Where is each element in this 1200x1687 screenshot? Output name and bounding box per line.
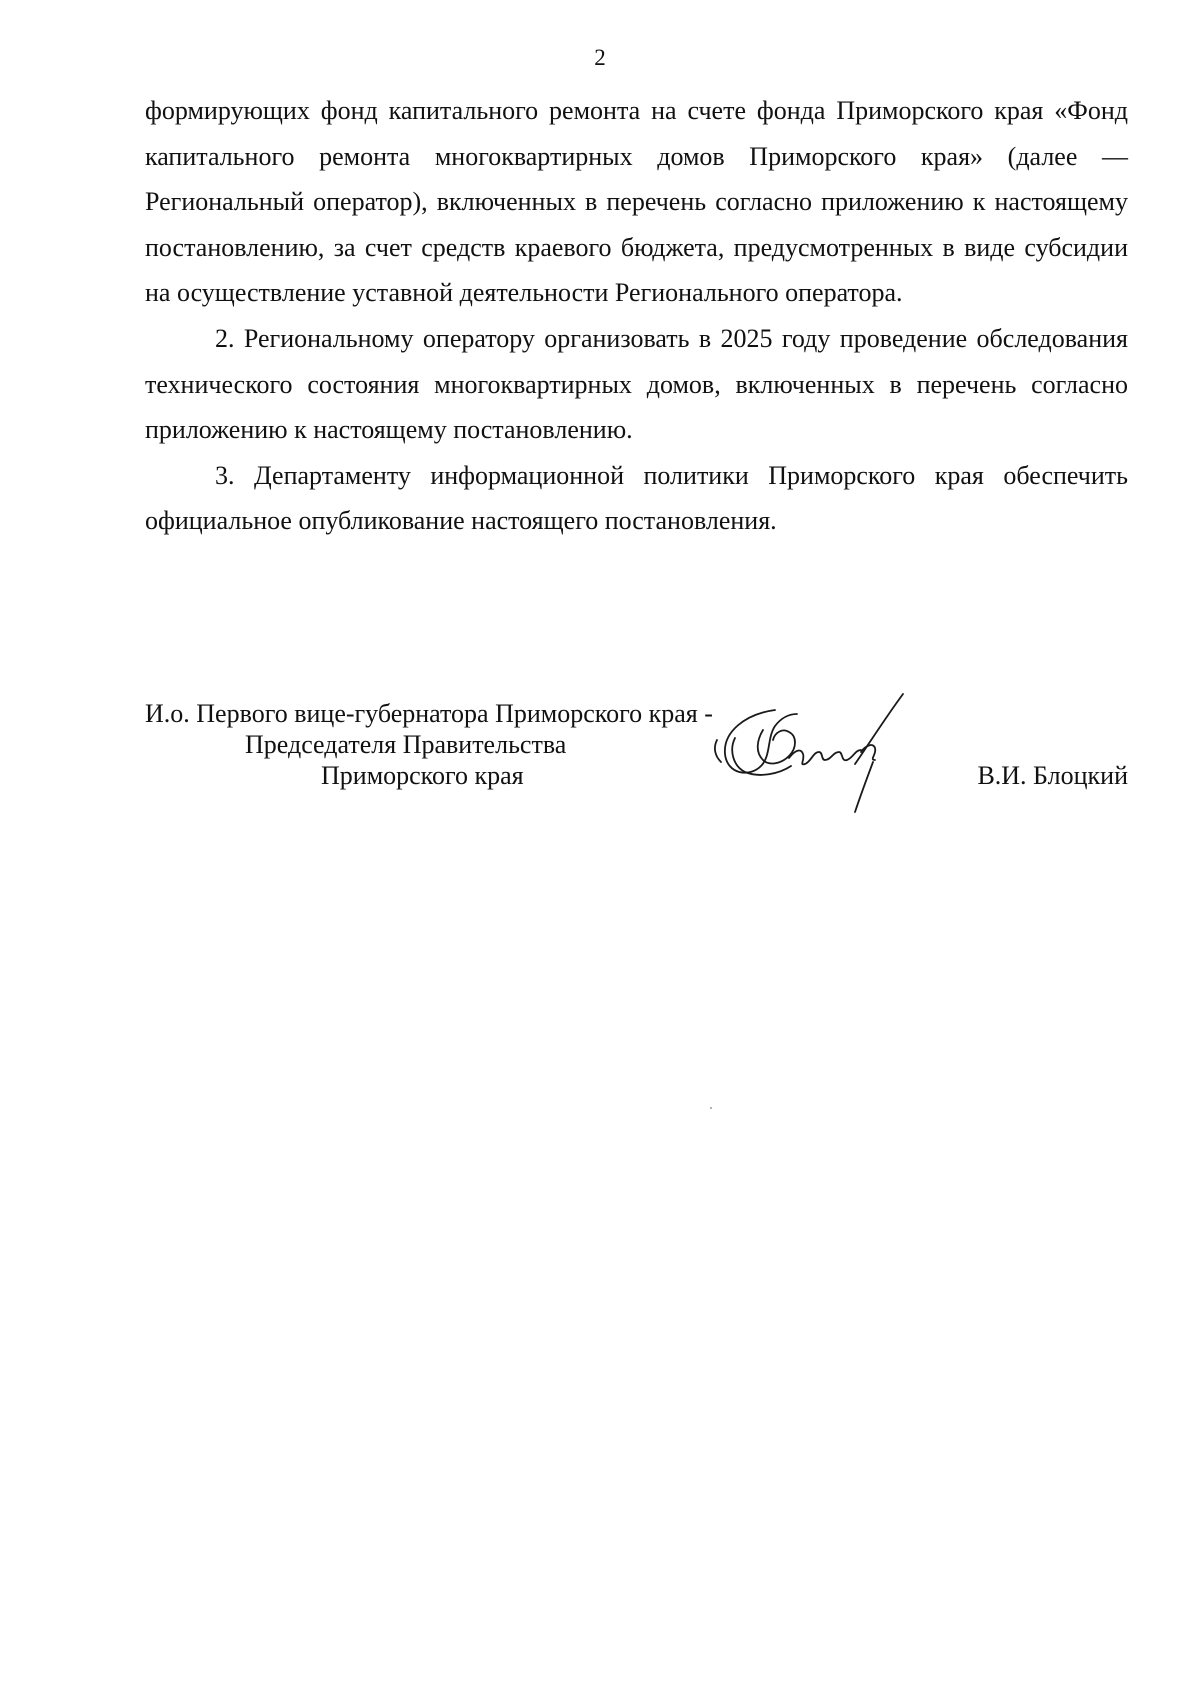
signer-name: В.И. Блоцкий xyxy=(977,761,1128,790)
signature-block xyxy=(145,698,1128,838)
document-body xyxy=(145,88,1128,544)
paragraph-item-2: 2. Региональному оператору организовать в 2025 году проведение обследования технического состояния многоквартирных домов, включенных в перечень согласно приложению к настоящему постановлению. xyxy=(145,323,1128,445)
signer-position-line-1: И.о. Первого вице-губернатора Приморского края - xyxy=(145,699,713,728)
signer-position-line-3: Приморского края xyxy=(321,761,524,790)
scan-speck xyxy=(710,1107,712,1109)
signer-position-line-2: Председателя Правительства xyxy=(245,730,567,759)
paragraph-item-3: 3. Департаменту информационной политики Приморского края обеспечить официальное опубликование настоящего постановления. xyxy=(145,460,1128,536)
handwritten-signature-icon xyxy=(705,680,935,820)
paragraph-continuation: формирующих фонд капитального ремонта на счете фонда Приморского края «Фонд капитального ремонта многоквартирных домов Приморского края» (далее — Региональный оператор), включенных в перечень согласно приложению к настоящему постановлению, за счет средств краевого бюджета, предусмотренных в виде субсидии на осуществление уставной деятельности Регионального оператора. xyxy=(145,96,1128,308)
page-number: 2 xyxy=(594,45,606,70)
